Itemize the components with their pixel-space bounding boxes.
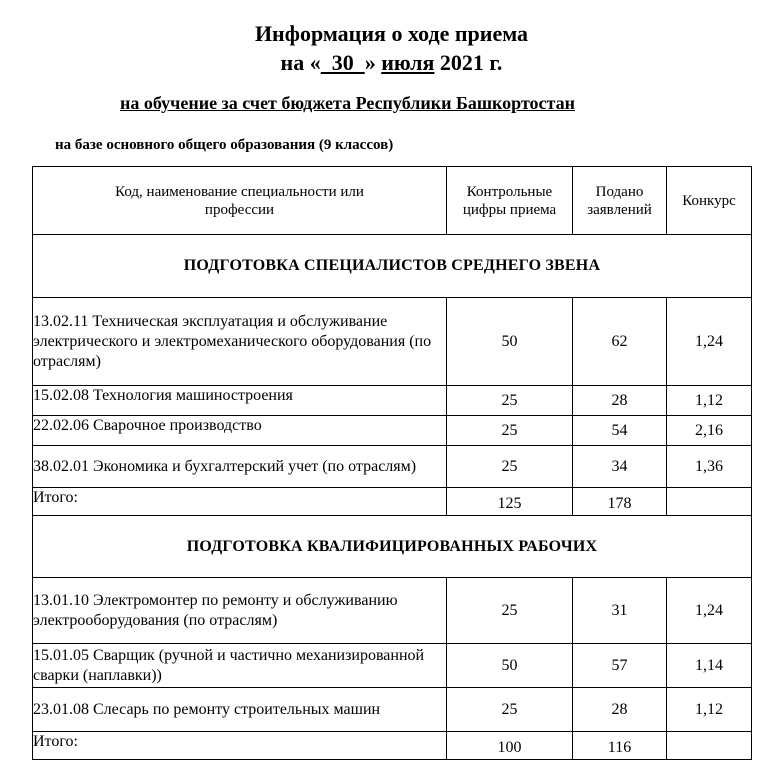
table-row bbox=[33, 446, 752, 488]
date-mid: » bbox=[364, 50, 382, 75]
competition-ratio: 1,24 bbox=[667, 578, 752, 644]
column-header-competition: Конкурс bbox=[667, 167, 752, 235]
competition-ratio: 1,36 bbox=[667, 446, 752, 488]
control-figure: 50 bbox=[447, 298, 573, 386]
competition-ratio: 2,16 bbox=[667, 416, 752, 446]
specialty-name: 22.02.06 Сварочное производство bbox=[33, 416, 447, 446]
control-figure: 50 bbox=[447, 644, 573, 688]
total-row bbox=[33, 732, 752, 760]
section-title: ПОДГОТОВКА СПЕЦИАЛИСТОВ СРЕДНЕГО ЗВЕНА bbox=[33, 235, 752, 298]
column-header-control: Контрольные цифры приема bbox=[447, 167, 573, 235]
competition-ratio: 1,24 bbox=[667, 298, 752, 386]
applications-count: 28 bbox=[573, 386, 667, 416]
competition-ratio: 1,14 bbox=[667, 644, 752, 688]
specialty-name: 13.02.11 Техническая эксплуатация и обслуживание электрического и электромеханического оборудования (по отраслям) bbox=[33, 298, 447, 386]
section-heading-row bbox=[33, 516, 752, 578]
total-applications-count: 116 bbox=[573, 732, 667, 760]
applications-count: 54 bbox=[573, 416, 667, 446]
competition-ratio: 1,12 bbox=[667, 386, 752, 416]
document-date-line bbox=[10, 50, 763, 76]
table-row bbox=[33, 386, 752, 416]
applications-count: 28 bbox=[573, 688, 667, 732]
applications-count: 57 bbox=[573, 644, 667, 688]
control-figure: 25 bbox=[447, 416, 573, 446]
total-competition-ratio bbox=[667, 732, 752, 760]
control-figure: 25 bbox=[447, 688, 573, 732]
competition-ratio: 1,12 bbox=[667, 688, 752, 732]
total-control-figure: 125 bbox=[447, 488, 573, 516]
specialty-name: 13.01.10 Электромонтер по ремонту и обслуживанию электрооборудования (по отраслям) bbox=[33, 578, 447, 644]
total-control-figure: 100 bbox=[447, 732, 573, 760]
total-label: Итого: bbox=[33, 732, 447, 760]
admission-table bbox=[32, 166, 752, 760]
total-label: Итого: bbox=[33, 488, 447, 516]
applications-count: 31 bbox=[573, 578, 667, 644]
table-header-row bbox=[33, 167, 752, 235]
column-header-name: Код, наименование специальности или профессии bbox=[33, 167, 447, 235]
table-row bbox=[33, 644, 752, 688]
specialty-name: 15.01.05 Сварщик (ручной и частично механизированной сварки (наплавки)) bbox=[33, 644, 447, 688]
document-subtitle: на обучение за счет бюджета Республики Башкортостан bbox=[120, 93, 575, 113]
total-competition-ratio bbox=[667, 488, 752, 516]
applications-count: 34 bbox=[573, 446, 667, 488]
control-figure: 25 bbox=[447, 446, 573, 488]
applications-count: 62 bbox=[573, 298, 667, 386]
column-header-submitted: Подано заявлений bbox=[573, 167, 667, 235]
date-year: 2021 г. bbox=[434, 50, 503, 75]
education-basis: на базе основного общего образования (9 классов) bbox=[55, 137, 394, 153]
total-row bbox=[33, 488, 752, 516]
table-row bbox=[33, 298, 752, 386]
specialty-name: 23.01.08 Слесарь по ремонту строительных машин bbox=[33, 688, 447, 732]
control-figure: 25 bbox=[447, 578, 573, 644]
specialty-name: 38.02.01 Экономика и бухгалтерский учет (по отраслям) bbox=[33, 446, 447, 488]
section-heading-row bbox=[33, 235, 752, 298]
table-row bbox=[33, 578, 752, 644]
control-figure: 25 bbox=[447, 386, 573, 416]
date-month: июля bbox=[381, 50, 435, 75]
date-prefix: на « bbox=[280, 50, 321, 75]
document-title: Информация о ходе приема bbox=[254, 21, 529, 46]
total-applications-count: 178 bbox=[573, 488, 667, 516]
date-day: 30 bbox=[320, 50, 365, 75]
table-row bbox=[33, 416, 752, 446]
section-title: ПОДГОТОВКА КВАЛИФИЦИРОВАННЫХ РАБОЧИХ bbox=[33, 516, 752, 578]
specialty-name: 15.02.08 Технология машиностроения bbox=[33, 386, 447, 416]
table-row bbox=[33, 688, 752, 732]
